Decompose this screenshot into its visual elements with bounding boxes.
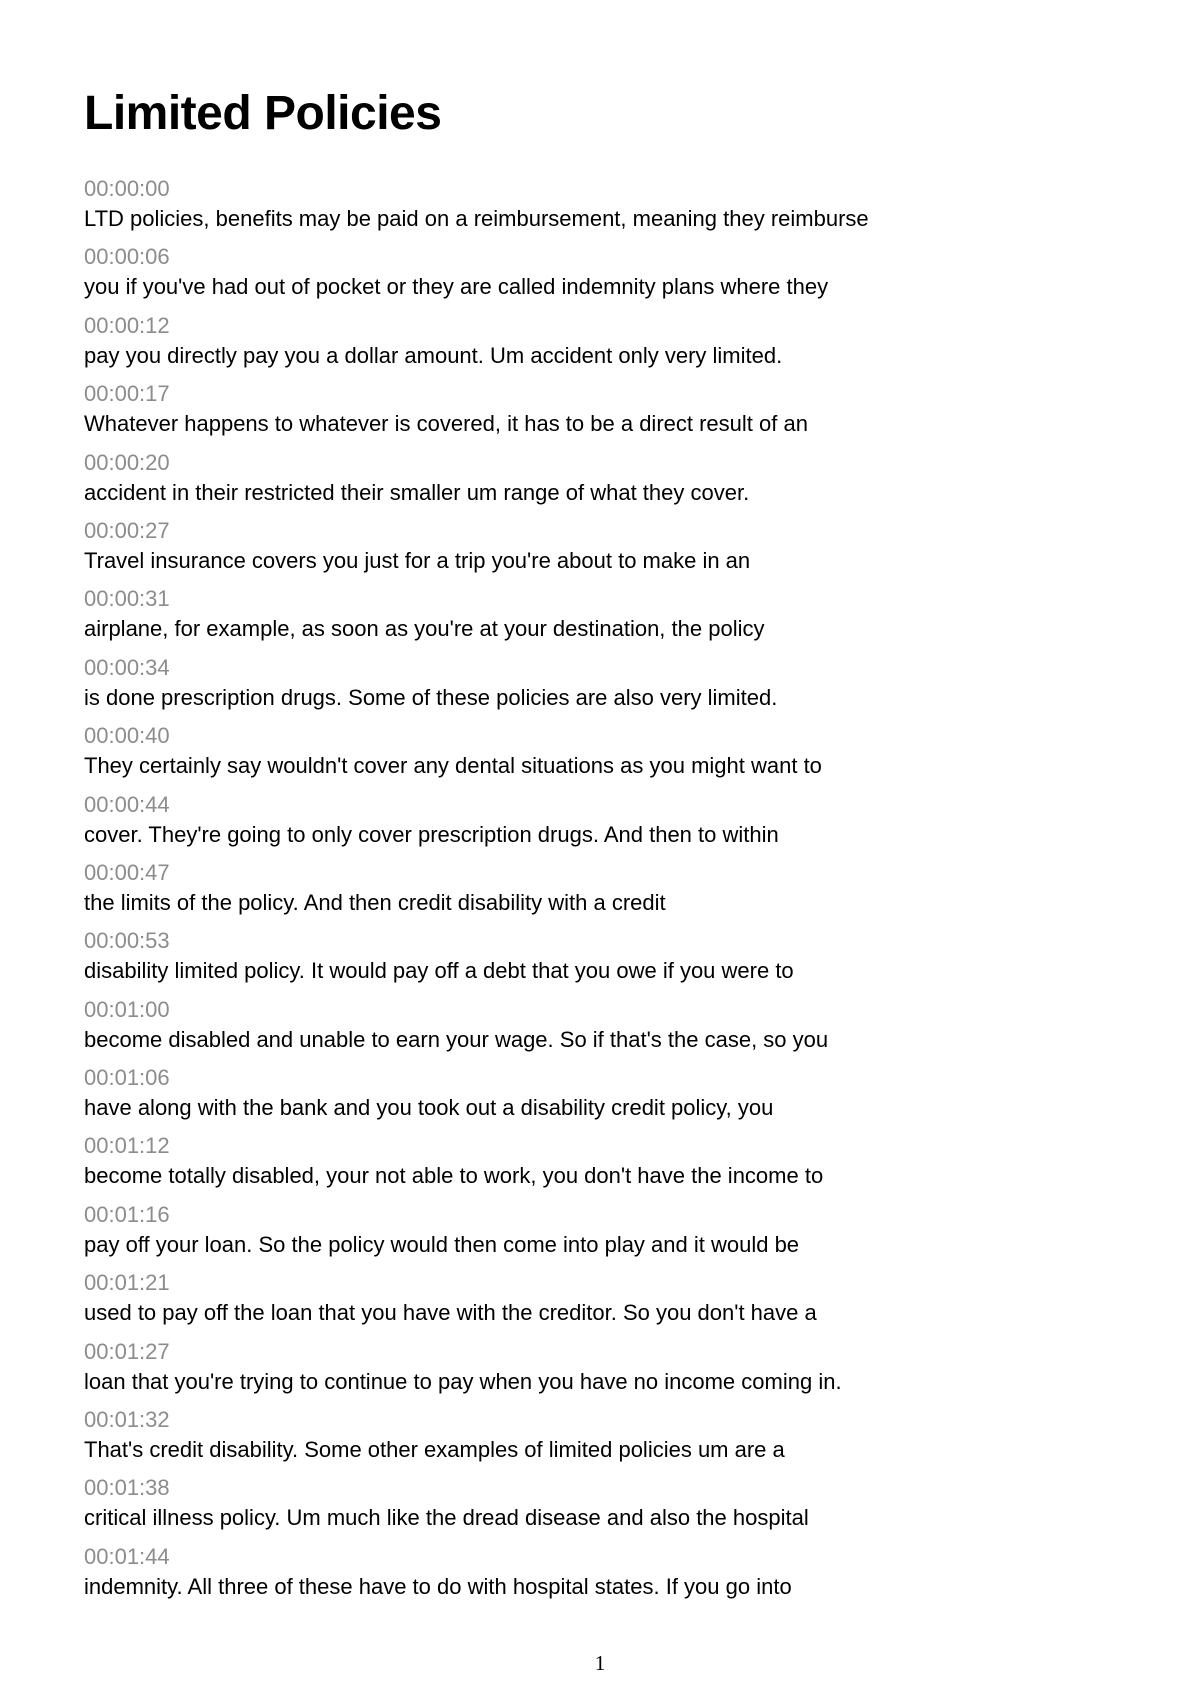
timestamp: 00:01:38 [84,1475,170,1501]
transcript-text: critical illness policy. Um much like the dread disease and also the hospital [84,1505,809,1531]
transcript-entry [84,1542,1114,1610]
transcript-text: cover. They're going to only cover prescription drugs. And then to within [84,821,779,847]
page-title: Limited Policies [84,87,442,140]
transcript-text: loan that you're trying to continue to pay when you have no income coming in. [84,1368,842,1394]
transcript-entry [84,242,1114,310]
transcript-entry [84,858,1114,926]
transcript-entry [84,584,1114,652]
transcript-text: become disabled and unable to earn your wage. So if that's the case, so you [84,1026,829,1052]
transcript-text: They certainly say wouldn't cover any dental situations as you might want to [84,753,822,779]
transcript-entry [84,1405,1114,1473]
transcript-text: pay off your loan. So the policy would then come into play and it would be [84,1231,800,1257]
transcript-entry [84,1337,1114,1405]
transcript-text: Whatever happens to whatever is covered, it has to be a direct result of an [84,411,808,437]
timestamp: 00:01:06 [84,1065,170,1091]
timestamp: 00:00:44 [84,791,170,817]
transcript-entry [84,379,1114,447]
transcript-text: accident in their restricted their smaller um range of what they cover. [84,479,750,505]
transcript [84,174,1114,1610]
transcript-entry [84,653,1114,721]
transcript-entry [84,721,1114,789]
transcript-entry [84,174,1114,242]
transcript-text: have along with the bank and you took out a disability credit policy, you [84,1095,774,1121]
transcript-text: is done prescription drugs. Some of these policies are also very limited. [84,684,778,710]
timestamp: 00:00:17 [84,381,170,407]
timestamp: 00:00:27 [84,517,170,543]
transcript-text: That's credit disability. Some other examples of limited policies um are a [84,1437,785,1463]
transcript-text: become totally disabled, your not able to work, you don't have the income to [84,1163,824,1189]
transcript-text: pay you directly pay you a dollar amount. Um accident only very limited. [84,342,783,368]
transcript-entry [84,790,1114,858]
transcript-text: indemnity. All three of these have to do with hospital states. If you go into [84,1573,792,1599]
transcript-text: you if you've had out of pocket or they are called indemnity plans where they [84,274,829,300]
transcript-entry [84,995,1114,1063]
transcript-text: the limits of the policy. And then credit disability with a credit [84,889,666,915]
timestamp: 00:01:27 [84,1338,170,1364]
timestamp: 00:00:40 [84,723,170,749]
timestamp: 00:00:53 [84,928,170,954]
transcript-entry [84,448,1114,516]
transcript-entry [84,1063,1114,1131]
timestamp: 00:00:31 [84,586,170,612]
timestamp: 00:01:16 [84,1201,170,1227]
timestamp: 00:00:06 [84,244,170,270]
transcript-text: disability limited policy. It would pay off a debt that you owe if you were to [84,958,794,984]
timestamp: 00:01:21 [84,1270,170,1296]
transcript-entry [84,516,1114,584]
timestamp: 00:00:12 [84,312,170,338]
timestamp: 00:00:20 [84,449,170,475]
transcript-text: airplane, for example, as soon as you're at your destination, the policy [84,616,765,642]
timestamp: 00:00:47 [84,859,170,885]
transcript-text: LTD policies, benefits may be paid on a reimbursement, meaning they reimburse [84,206,869,231]
transcript-text: used to pay off the loan that you have with the creditor. So you don't have a [84,1300,817,1326]
transcript-entry [84,1268,1114,1336]
transcript-entry [84,1131,1114,1199]
transcript-text: Travel insurance covers you just for a trip you're about to make in an [84,547,751,573]
transcript-entry [84,926,1114,994]
timestamp: 00:00:00 [84,176,170,201]
transcript-entry [84,311,1114,379]
transcript-entry [84,1200,1114,1268]
timestamp: 00:01:44 [84,1543,170,1569]
timestamp: 00:01:32 [84,1407,170,1433]
timestamp: 00:01:12 [84,1133,170,1159]
timestamp: 00:01:00 [84,996,170,1022]
page-number: 1 [594,1651,606,1675]
timestamp: 00:00:34 [84,654,170,680]
transcript-entry [84,1473,1114,1541]
